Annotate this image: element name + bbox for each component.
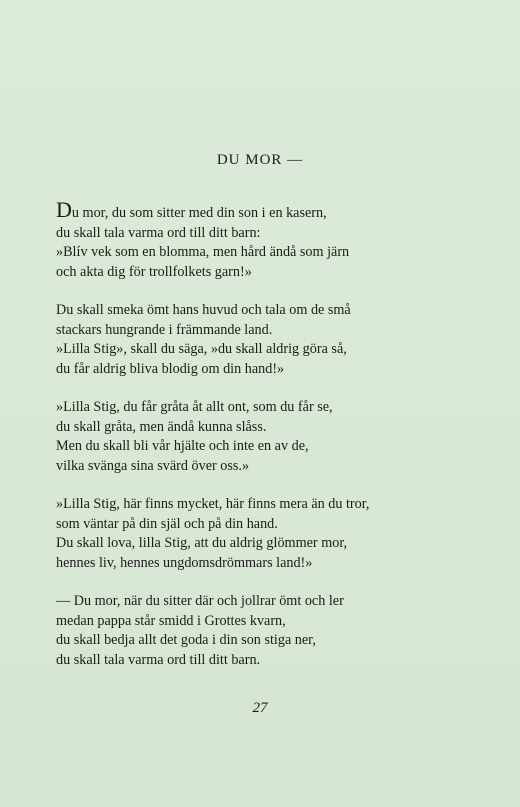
poem-line: medan pappa står smidd i Grottes kvarn, [56,612,286,629]
poem-line: Du mor, du som sitter med din son i en kasern, [56,197,327,222]
poem-line: du får aldrig bliva blodig om din hand!» [56,360,285,377]
poem-line: »Lilla Stig, här finns mycket, här finns mera än du tror, [56,496,370,512]
poem-line: »Blív vek som en blomma, men hård ändå som järn [56,244,350,260]
poem-line: du skall tala varma ord till ditt barn: [56,224,261,241]
stanza [56,197,466,282]
poem-line: du skall gråta, men ändå kunna slåss. [56,418,267,435]
poem-line: stackars hungrande i främmande land. [56,321,273,338]
stanza [56,301,466,379]
page-number: 27 [252,700,268,716]
poem-line: »Lilla Stig, du får gråta åt allt ont, som du får se, [56,399,333,415]
poem-line: du skall bedja allt det goda i din son stiga ner, [56,632,316,648]
poem-line: du skall tala varma ord till ditt barn. [56,651,261,668]
poem-line: »Lilla Stig», skall du säga, »du skall aldrig göra så, [56,341,347,357]
poem-title: DU MOR — [216,152,304,168]
poem-line: — Du mor, när du sitter där och jollrar ömt och ler [56,593,344,609]
poem-line: och akta dig för trollfolkets garn!» [56,263,252,280]
poem-line: Du skall lova, lilla Stig, att du aldrig glömmer mor, [56,535,348,551]
poem-body [56,197,466,689]
drop-cap: D [56,197,72,222]
poem-line: som väntar på din själ och på din hand. [56,515,278,532]
poem-line: Du skall smeka ömt hans huvud och tala om de små [56,302,351,318]
stanza [56,495,466,573]
poem-line: Men du skall bli vår hjälte och inte en av de, [56,438,309,454]
stanza [56,398,466,476]
poem-line: hennes liv, hennes ungdomsdrömmars land!» [56,554,313,571]
poem-line: vilka svänga sina svärd över oss.» [56,457,250,474]
stanza [56,592,466,670]
